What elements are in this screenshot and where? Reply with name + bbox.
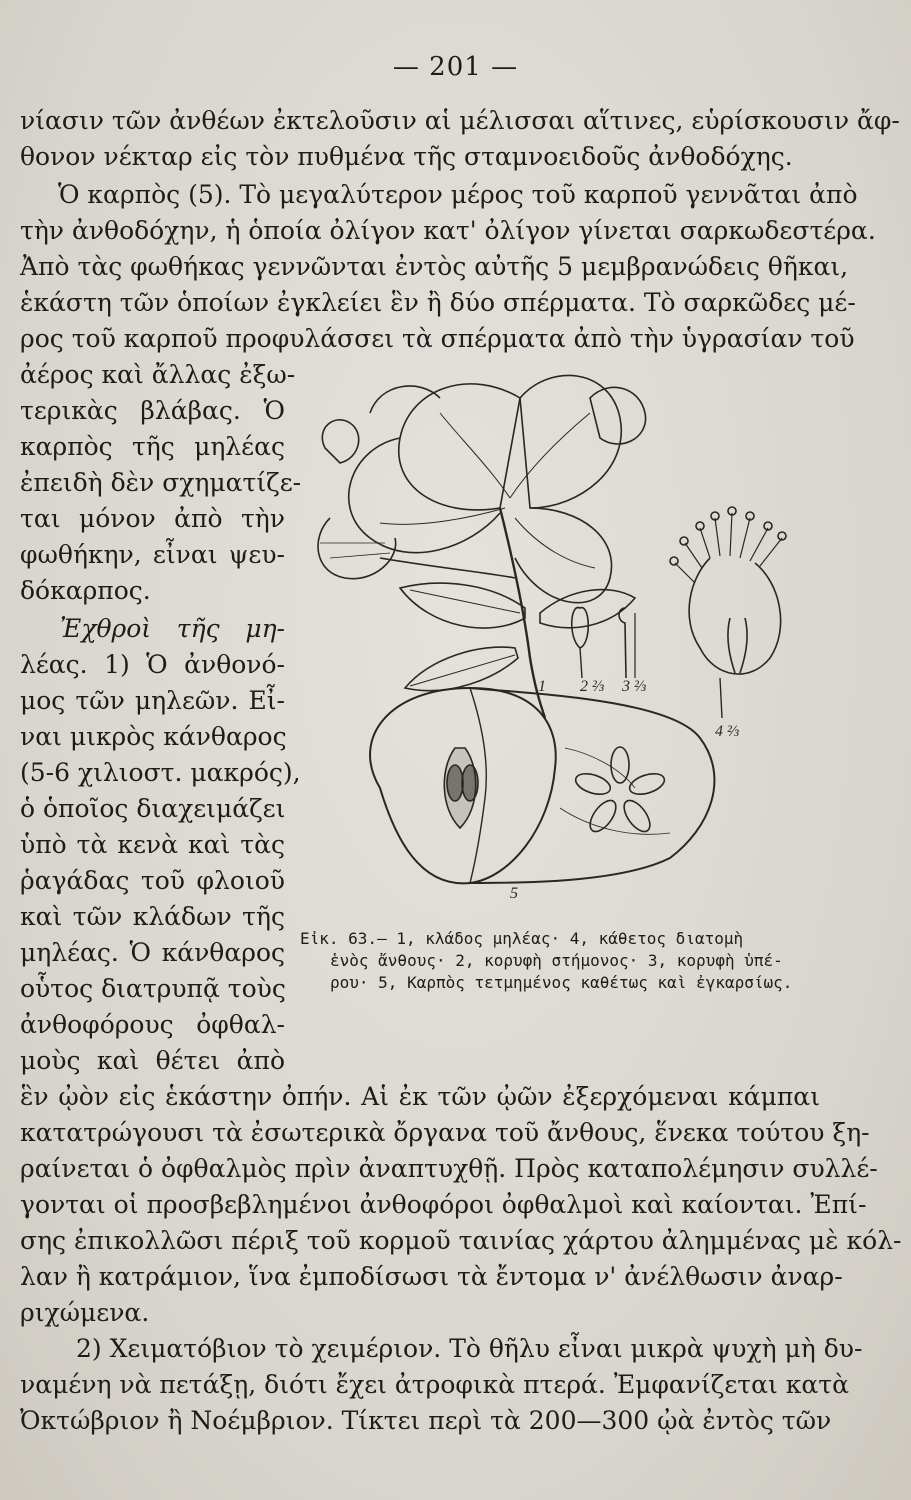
text-line: 2) Χειματόβιον τὸ χειμέριον. Τὸ θῆλυ εἶναι μικρὰ ψυχὴ μὴ δυ- <box>76 1334 863 1363</box>
text-line: καὶ τῶν κλάδων τῆς <box>20 902 285 931</box>
apple-illustration <box>290 358 830 910</box>
text-line: Ὀκτώβριον ἢ Νοέμβριον. Τίκτει περὶ τὰ 200—300 ᾠὰ ἐντὸς τῶν <box>20 1406 832 1435</box>
text-line: ἀέρος καὶ ἄλλας ἐξω- <box>20 360 296 389</box>
text-line: γονται οἱ προσβεβλημένοι ἀνθοφόροι ὀφθαλμοὶ καὶ καίονται. Ἐπί- <box>20 1190 867 1219</box>
text-line: τερικὰς βλάβας. Ὁ <box>20 396 285 425</box>
text-line: θονον νέκταρ εἰς τὸν πυθμένα τῆς σταμνοειδοῦς ἀνθοδόχης. <box>20 142 793 171</box>
text-line: μηλέας. Ὁ κάνθαρος <box>20 938 285 967</box>
text-line: τὴν ἀνθοδόχην, ἡ ὁποία ὀλίγον κατ' ὀλίγον γίνεται σαρκωδεστέρα. <box>20 216 876 245</box>
figure-caption-line: ἑνὸς ἄνθους· 2, κορυφὴ στήμονος· 3, κορυφὴ ὑπέ- <box>330 951 783 970</box>
text-line: ρος τοῦ καρποῦ προφυλάσσει τὰ σπέρματα ἀπὸ τὴν ὑγρασίαν τοῦ <box>20 324 855 353</box>
text-line: νίασιν τῶν ἀνθέων ἐκτελοῦσιν αἱ μέλισσαι αἵτινες, εὑρίσκουσιν ἄφ- <box>20 106 900 135</box>
text-line: μοὺς καὶ θέτει ἀπὸ <box>20 1046 285 1075</box>
text-line: καρπὸς τῆς μηλέας <box>20 432 285 461</box>
text-line: ῥαγάδας τοῦ φλοιοῦ <box>20 866 285 895</box>
text-line: ὑπὸ τὰ κενὰ καὶ τὰς <box>20 830 285 859</box>
text-line: οὗτος διατρυπᾷ τοὺς <box>20 974 286 1003</box>
text-line: μος τῶν μηλεῶν. Εἶ- <box>20 686 285 715</box>
text-line: κατατρώγουσι τὰ ἐσωτερικὰ ὄργανα τοῦ ἄνθους, ἕνεκα τούτου ξη- <box>20 1118 870 1147</box>
text-line: λαν ἢ κατράμιον, ἵνα ἐμποδίσωσι τὰ ἔντομα ν' ἀνέλθωσιν ἀναρ- <box>20 1262 843 1291</box>
figure-caption-line: Εἰκ. 63.— 1, κλάδος μηλέας· 4, κάθετος διατομὴ <box>300 929 744 948</box>
text-line: Ἀπὸ τὰς φωθήκας γεννῶνται ἐντὸς αὐτῆς 5 μεμβρανώδεις θῆκαι, <box>20 252 849 281</box>
text-line: σης ἐπικολλῶσι πέριξ τοῦ κορμοῦ ταινίας χάρτου ἀλημμένας μὲ κόλ- <box>20 1226 902 1255</box>
text-line: ὁ ὁποῖος διαχειμάζει <box>20 794 286 823</box>
text-line: ριχώμενα. <box>20 1298 150 1327</box>
figure-label-5: 5 <box>510 885 518 902</box>
text-line: ραίνεται ὁ ὀφθαλμὸς πρὶν ἀναπτυχθῇ. Πρὸς καταπολέμησιν συλλέ- <box>20 1154 878 1183</box>
text-line: ἐπειδὴ δὲν σχηματίζε- <box>20 468 302 497</box>
figure-label-4: 4 ⅔ <box>715 723 739 740</box>
page-number: — 201 — <box>392 52 519 82</box>
text-line: ται μόνον ἀπὸ τὴν <box>20 504 285 533</box>
text-line: ναι μικρὸς κάνθαρος <box>20 722 287 751</box>
section-heading: Ἐχθροὶ τῆς μη- <box>60 614 285 643</box>
figure-label-1: 1 <box>538 678 546 695</box>
text-line: ἀνθοφόρους ὀφθαλ- <box>20 1010 285 1039</box>
text-line: φωθήκην, εἶναι ψευ- <box>20 540 285 569</box>
text-line: Ὁ καρπὸς (5). Τὸ μεγαλύτερον μέρος τοῦ καρποῦ γεννᾶται ἀπὸ <box>58 180 858 209</box>
figure-label-3: 3 ⅔ <box>622 678 646 695</box>
figure-label-2: 2 ⅔ <box>580 678 604 695</box>
figure-caption-line: ρου· 5, Καρπὸς τετμημένος καθέτως καὶ ἐγκαρσίως. <box>330 973 793 992</box>
text-line: δόκαρπος. <box>20 576 151 605</box>
text-line: (5-6 χιλιοστ. μακρός), <box>20 758 301 787</box>
text-line: λέας. 1) Ὁ ἀνθονό- <box>20 650 285 679</box>
text-line: ναμένη νὰ πετάξῃ, διότι ἔχει ἀτροφικὰ πτερά. Ἐμφανίζεται κατὰ <box>20 1370 849 1399</box>
text-line: ἓν ᾠὸν εἰς ἑκάστην ὀπήν. Αἱ ἐκ τῶν ᾠῶν ἐξερχόμεναι κάμπαι <box>20 1082 820 1111</box>
text-line: ἑκάστη τῶν ὁποίων ἐγκλείει ἓν ἢ δύο σπέρματα. Τὸ σαρκῶδες μέ- <box>20 288 856 317</box>
